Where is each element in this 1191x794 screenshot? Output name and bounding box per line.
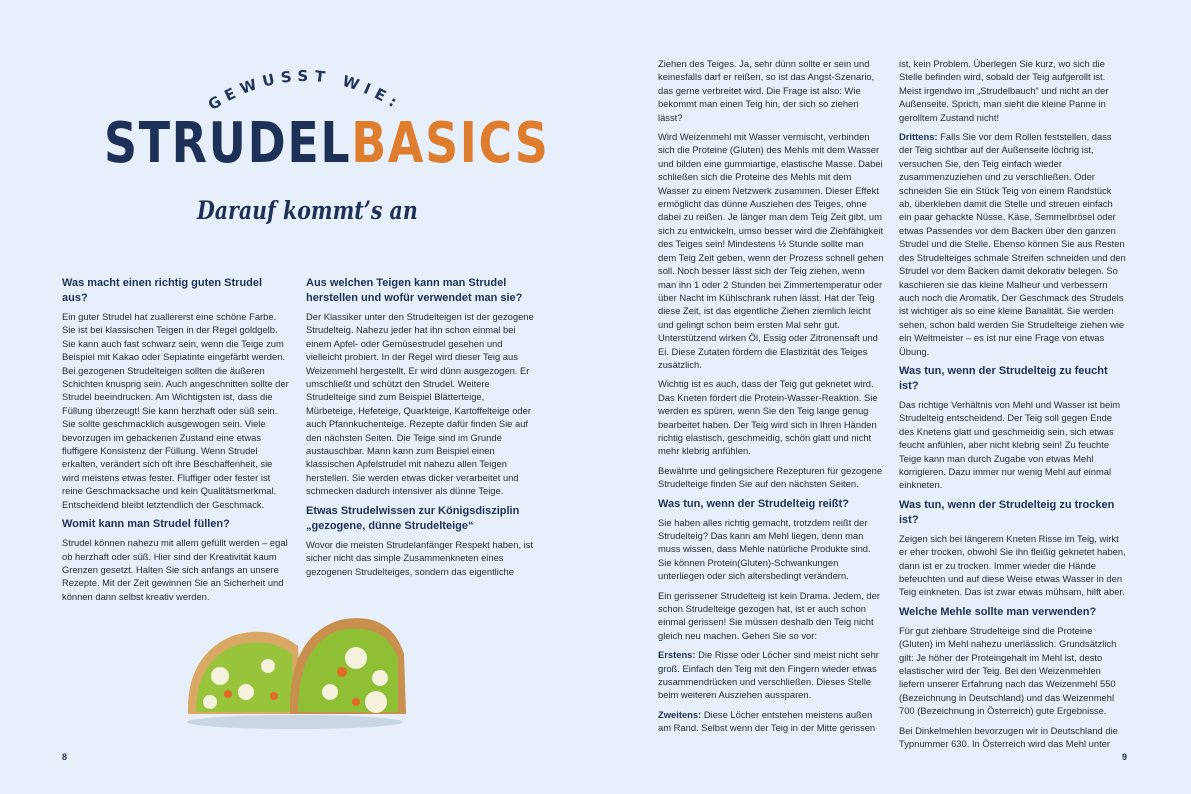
paragraph: Bewährte und gelingsichere Rezepturen für gezogene Strudelteige finden Sie auf den nächsten Seiten.: [658, 464, 883, 490]
paragraph: Strudel können nahezu mit allem gefüllt werden – egal ob herzhaft oder süß. Hier sind der Kreativität kaum Grenzen gesetzt. Halten Sie sich anfangs an unsere Rezepte. Mit der Zeit gewinnen Sie an Sicherheit und können dann selbst kreativ werden.: [62, 537, 288, 602]
paragraph: Erstens: Die Risse oder Löcher sind meist nicht sehr groß. Einfach den Teig mit den Fingern wieder etwas zusammendrücken und verschließen. Dieses Stelle beim weiteren Ausziehen aussparen.: [658, 649, 879, 701]
title-word-basics: BASICS: [351, 111, 550, 176]
page-title: [104, 111, 550, 176]
left-column-2: [306, 276, 534, 584]
page-number: 9: [1122, 752, 1128, 762]
left-column-1: [62, 276, 290, 609]
paragraph: Der Klassiker unter den Strudelteigen ist der gezogene Strudelteig. Nahezu jeder hat ihn schon einmal bei einem Apfel- oder Gemüsestrudel gesehen und vielleicht probiert. In der Regel wird dieser Teig aus Weizenmehl hergestellt. Er wird dünn ausgezogen. Er umschließt und schützt den Strudel. Weitere Strudelteige sind zum Beispiel Blätterteige, Mürbeteige, Hefeteige, Quarkteige, Kartoffelteige oder auch Pfannkuchenteige. Rezepte dafür finden Sie auf den nächsten Seiten. Die Teige sind im Grunde austauschbar. Mann kann zum Beispiel einen klassischen Apfelstrudel mit nahezu allen Teigen herstellen. Sie werden etwas dicker verarbeitet und schmecken dadurch intensiver als dünne Teige.: [306, 311, 534, 497]
kicker-arc-heading: [190, 54, 420, 114]
paragraph: Drittens: Falls Sie vor dem Rollen feststellen, dass der Teig sichtbar auf der Außenseite löchrig ist, versuchen Sie, den Teig einfach wieder zusammenzuziehen und zu verschließen. Oder schneiden Sie ein Stück Teig von einem Randstück ab, überkleben damit die Stelle und streuen einfach ein paar gehackte Nüsse, Käse, Semmelbrösel oder etwas Passendes vor dem Backen über den ganzen Strudel und die Stelle. Ebenso können Sie aus Resten des Strudelteiges schmale Streifen schneiden und den Strudel vor dem Backen damit dekorativ belegen. So kaschieren sie das kleine Malheur und verbessern auch noch die Aromatik. Der Geschmack des Strudels ist wichtiger als so eine kleine Banalität. Sie werden sehen, schon bald werden Sie Strudelteige ziehen wie ein Weltmeister – es ist nur eine Frage von etwas Übung.: [899, 131, 1126, 357]
paragraph: ist, kein Problem. Überlegen Sie kurz, wo sich die Stelle befinden wird, sobald der Teig aufgerollt ist. Meist irgendwo im „Strudelbauch“ und nicht an der Außenseite. Sprich, man sieht die kleine Panne in gerolltem Zustand nicht!: [899, 58, 1109, 123]
paragraph: Ein gerissener Strudelteig ist kein Drama. Jedem, der schon Strudelteige gezogen hat, ist er auch schon einmal gerissen! Sie müssen deshalb den Teig nicht gleich neu machen. Gehen Sie so vor:: [658, 589, 880, 641]
step-label: Drittens:: [899, 131, 938, 143]
paragraph: Ziehen des Teiges. Ja, sehr dünn sollte er sein und keinesfalls darf er reißen, so ist das Angst-Szenario, das gerne verbreitet wird. Die Frage ist also: Wie bekommt man einen Teig hin, der sich so ziehen lässt?: [658, 58, 875, 123]
paragraph: Zeigen sich bei längerem Kneten Risse im Teig, wirkt er eher trocken, obwohl Sie ihn fleißig geknetet haben, dann ist er zu trocken. Immer wieder die Hände befeuchten und auf diese Weise etwas Wasser in den Teig einkneten. Das ist zwar etwas mühsam, hilft aber.: [899, 532, 1126, 598]
page-number: 8: [62, 752, 68, 762]
right-column-1: [658, 57, 884, 741]
section-heading: Welche Mehle sollte man verwenden?: [899, 605, 1097, 618]
section-heading: Etwas Strudelwissen zur Königsdisziplin „gezogene, dünne Strudelteige“: [306, 504, 520, 532]
paragraph: Das richtige Verhältnis von Mehl und Wasser ist beim Strudelteig entscheidend. Der Teig soll gegen Ende des Knetens glatt und geschmeidig sein, sich etwas feucht anfühlen, aber nicht klebrig sein! Zu feuchte Teige kann man durch Zugabe von etwas Mehl korrigieren. Dazu immer nur wenig Mehl auf einmal einkneten.: [899, 398, 1121, 491]
paragraph: Bei Dinkelmehlen bevorzugen wir in Deutschland die Typnummer 630. In Österreich wird das Mehl unter: [899, 724, 1118, 750]
paragraph: Wichtig ist es auch, dass der Teig gut geknetet wird. Das Kneten fördert die Protein-Wasser-Reaktion. Sie werden es spüren, wenn Sie den Teig lange genug bearbeitet haben. Der Teig wird sich in Ihren Händen richtig elastisch, geschmeidig, schön glatt und nicht mehr klebrig anfühlen.: [658, 378, 878, 457]
paragraph: Ein guter Strudel hat zuallererst eine schöne Farbe. Sie ist bei klassischen Teigen in der Regel goldgelb. Sie kann auch fast schwarz sein, wenn die Teige zum Beispiel mit Kakao oder Sepiatinte eingefärbt werden. Bei gezogenen Strudelteigen sollten die äußeren Schichten knusprig sein. Auch angeschnitten sollte der Strudel beeindrucken. Am Wichtigsten ist, dass die Füllung überzeugt! Sie kann herzhaft oder süß sein. Sie sollte geschmacklich ausgewogen sein. Viele bevorzugen im gebackenen Zustand eine etwas fluffigere Konsistenz der Füllung. Wenn Strudel erkalten, verändert sich oft ihre Beschaffenheit, sie wird meistens etwas fester. Fluffiger oder fester ist reine Geschmacksache und kein Qualitätsmerkmal. Entscheidend bleibt letztendlich der Geschmack.: [62, 311, 289, 510]
right-page: [596, 0, 1191, 794]
strudel-photo: [180, 606, 410, 730]
section-heading: Was tun, wenn der Strudelteig reißt?: [658, 497, 849, 510]
right-column-2: [899, 57, 1127, 756]
left-page: [0, 0, 595, 794]
section-heading: Was tun, wenn der Strudelteig zu feucht ist?: [899, 364, 1108, 392]
svg-text:GEWUSST WIE:: GEWUSST WIE:: [204, 66, 406, 114]
step-label: Zweitens:: [658, 708, 702, 720]
paragraph: Wird Weizenmehl mit Wasser vermischt, verbinden sich die Proteine (Gluten) des Mehls mit dem Wasser und bilden eine gummiartige, elastische Masse. Dabei schließen sich die Proteine des Mehls mit dem Wasser zu einem Netzwerk zusammen. Dieser Effekt ermöglicht das dünne Ausziehen des Teiges, ohne dabei zu reißen. Je länger man dem Teig Zeit gibt, um sich zu entwickeln, umso besser wird die Ziehfähigkeit des Teiges sein! Mindestens ½ Stunde sollte man dem Teig Zeit geben, wenn der Prozess schnell gehen soll. Noch besser lässt sich der Teig ziehen, wenn man ihn 1 oder 2 Stunden bei Zimmertemperatur oder über Nacht im Kühlschrank ruhen lässt. Hat der Teig diese Zeit, ist das eigentliche Ziehen ziemlich leicht und gelingt schon beim ersten Mal sehr gut. Unterstützend wirken Öl, Essig oder Zitronensaft und Ei. Diese Zutaten fördern die Elastizität des Teiges zusätzlich.: [658, 131, 884, 370]
page-subtitle: Darauf kommt’s an: [197, 196, 418, 225]
paragraph: Für gut ziehbare Strudelteige sind die Proteine (Gluten) im Mehl nahezu unerlässlich. Grundsätzlich gilt: Je höher der Proteingehalt im Mehl ist, desto elastischer wird der Teig. Bei den Weizenmehlen liefern unserer Erfahrung nach das Weizenmehl 550 (Bezeichnung in Deutschland) und das Weizenmehl 700 (Bezeichnung in Österreich) gute Ergebnisse.: [899, 624, 1117, 717]
section-heading: Was macht einen richtig guten Strudel aus?: [62, 277, 263, 304]
title-word-strudel: STRUDEL: [104, 111, 352, 176]
step-label: Erstens:: [658, 649, 696, 661]
section-heading: Aus welchen Teigen kann man Strudel herstellen und wofür verwendet man sie?: [306, 277, 523, 304]
section-heading: Womit kann man Strudel füllen?: [62, 518, 230, 531]
section-heading: Was tun, wenn der Strudelteig zu trocken ist?: [899, 498, 1115, 526]
paragraph: Zweitens: Diese Löcher entstehen meistens außen am Rand. Selbst wenn der Teig in der Mitte gerissen: [658, 708, 876, 734]
paragraph: Wovor die meisten Strudelanfänger Respekt haben, ist sicher nicht das simple Zusammenkneten eines gezogenen Strudelteiges, sondern das eigentliche: [306, 538, 534, 577]
paragraph: Sie haben alles richtig gemacht, trotzdem reißt der Strudelteig? Das kann am Mehl liegen, denn man muss wissen, dass Mehle natürliche Produkte sind. Sie können Protein(Gluten)-Schwankungen unterliegen oder sich altersbedingt verändern.: [658, 516, 871, 582]
